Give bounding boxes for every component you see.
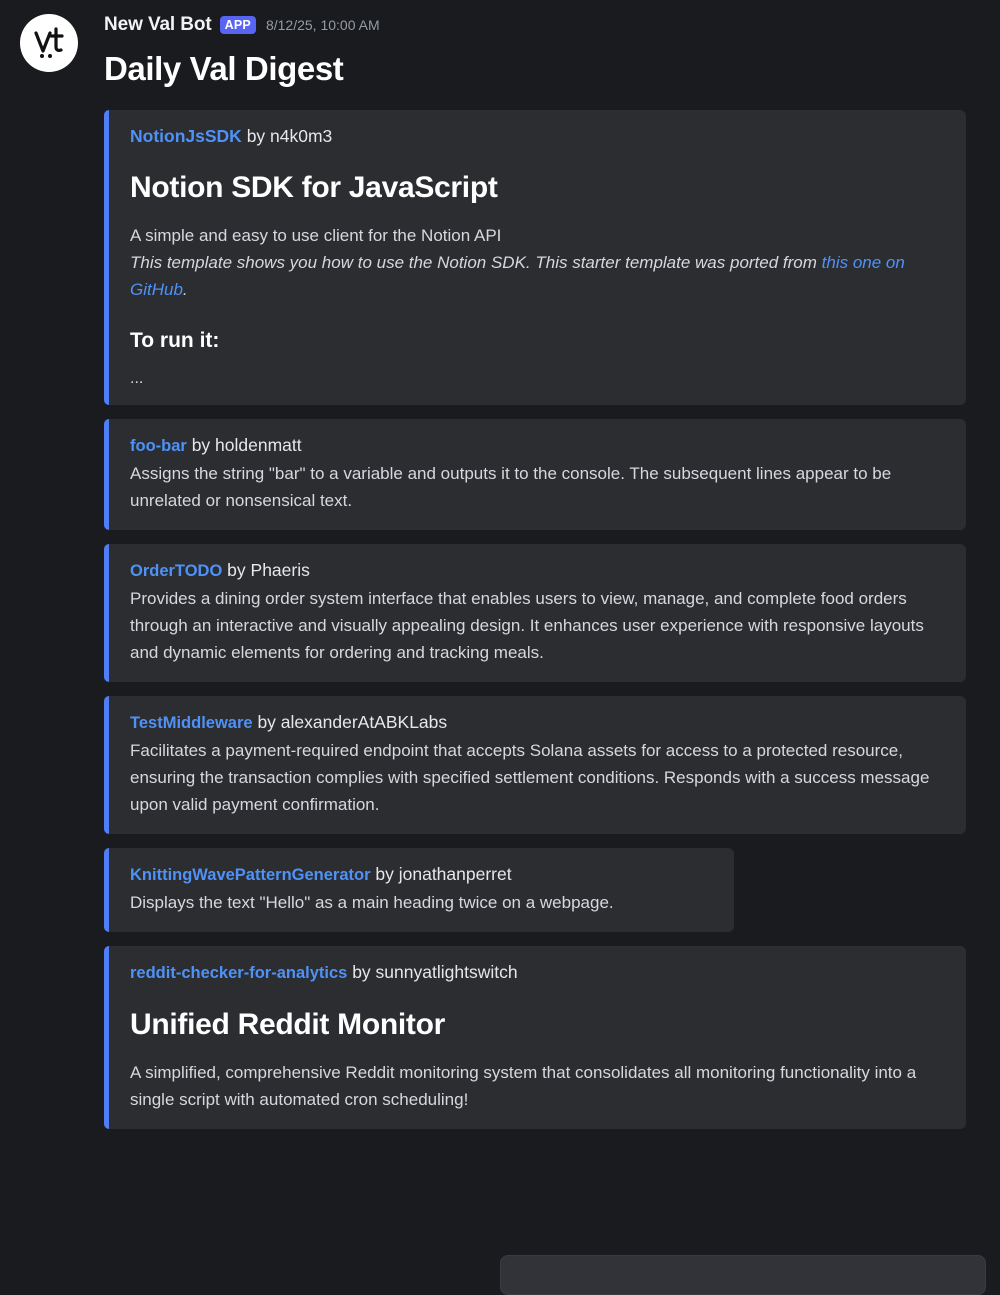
embed-project-link[interactable]: TestMiddleware	[130, 714, 253, 732]
embed-header	[130, 710, 950, 735]
embed-description: Facilitates a payment-required endpoint that accepts Solana assets for access to a protected resource, ensuring the transaction complies with specified settlement conditions. Responds with a success message upon valid payment confirmation.	[130, 741, 930, 814]
embed-title: Unified Reddit Monitor	[130, 1008, 446, 1041]
embed-author: by Phaeris	[227, 560, 310, 580]
embed-author: by jonathanperret	[375, 864, 512, 884]
embed-card-ordertodo[interactable]	[104, 544, 966, 682]
embed-header	[130, 960, 950, 985]
embed-card-notionjssdk[interactable]	[104, 110, 966, 405]
embed-author: by alexanderAtABKLabs	[257, 712, 448, 732]
embed-subheading: To run it:	[130, 329, 220, 352]
bot-avatar[interactable]	[20, 14, 78, 72]
app-badge: APP	[220, 16, 256, 34]
embed-card-knittingwavepatterngenerator[interactable]	[104, 848, 734, 932]
embed-header	[130, 124, 950, 148]
embed-truncation: ...	[130, 370, 144, 387]
embed-description: A simplified, comprehensive Reddit monitoring system that consolidates all monitoring functionality into a single script with automated cron scheduling!	[130, 1063, 917, 1109]
embed-project-link[interactable]: foo-bar	[130, 437, 187, 455]
embed-project-link[interactable]: KnittingWavePatternGenerator	[130, 866, 371, 884]
embed-description-italic	[130, 249, 950, 303]
embed-description-italic-part1: This template shows you how to use the Notion SDK. This starter template was ported from	[130, 253, 822, 272]
message-author[interactable]: New Val Bot	[104, 14, 212, 35]
github-link[interactable]: this one on GitHub	[130, 253, 905, 299]
embed-description: Assigns the string "bar" to a variable and outputs it to the console. The subsequent lines appear to be unrelated or nonsensical text.	[130, 464, 892, 510]
embed-author: by sunnyatlightswitch	[352, 962, 518, 982]
embed-project-link[interactable]: OrderTODO	[130, 562, 223, 580]
message-input-box[interactable]	[500, 1255, 986, 1295]
embed-description-italic-part2: .	[182, 280, 188, 299]
embed-project-link[interactable]: reddit-checker-for-analytics	[130, 964, 348, 982]
embed-project-link[interactable]: NotionJsSDK	[130, 126, 242, 146]
embed-header	[130, 862, 718, 887]
embed-title: Notion SDK for JavaScript	[130, 171, 498, 204]
embed-card-foo-bar[interactable]	[104, 419, 966, 530]
embed-description: Provides a dining order system interface that enables users to view, manage, and complete food orders through an interactive and visually appealing design. It enhances user experience with responsive layouts and dynamic elements for ordering and tracking meals.	[130, 589, 924, 662]
page-title: Daily Val Digest	[104, 50, 344, 87]
embed-description	[130, 222, 950, 303]
message-timestamp: 8/12/25, 10:00 AM	[265, 17, 380, 33]
embed-card-testmiddleware[interactable]	[104, 696, 966, 834]
embed-description: Displays the text "Hello" as a main heading twice on a webpage.	[130, 893, 614, 912]
embed-card-reddit-checker-for-analytics[interactable]	[104, 946, 966, 1129]
embed-header	[130, 558, 950, 583]
embed-author: by holdenmatt	[191, 435, 302, 455]
embed-author: by n4k0m3	[246, 126, 333, 146]
embed-list	[16, 110, 984, 1129]
embed-description-line: A simple and easy to use client for the Notion API	[130, 226, 502, 245]
message-header	[16, 12, 984, 38]
embed-header	[130, 433, 950, 458]
